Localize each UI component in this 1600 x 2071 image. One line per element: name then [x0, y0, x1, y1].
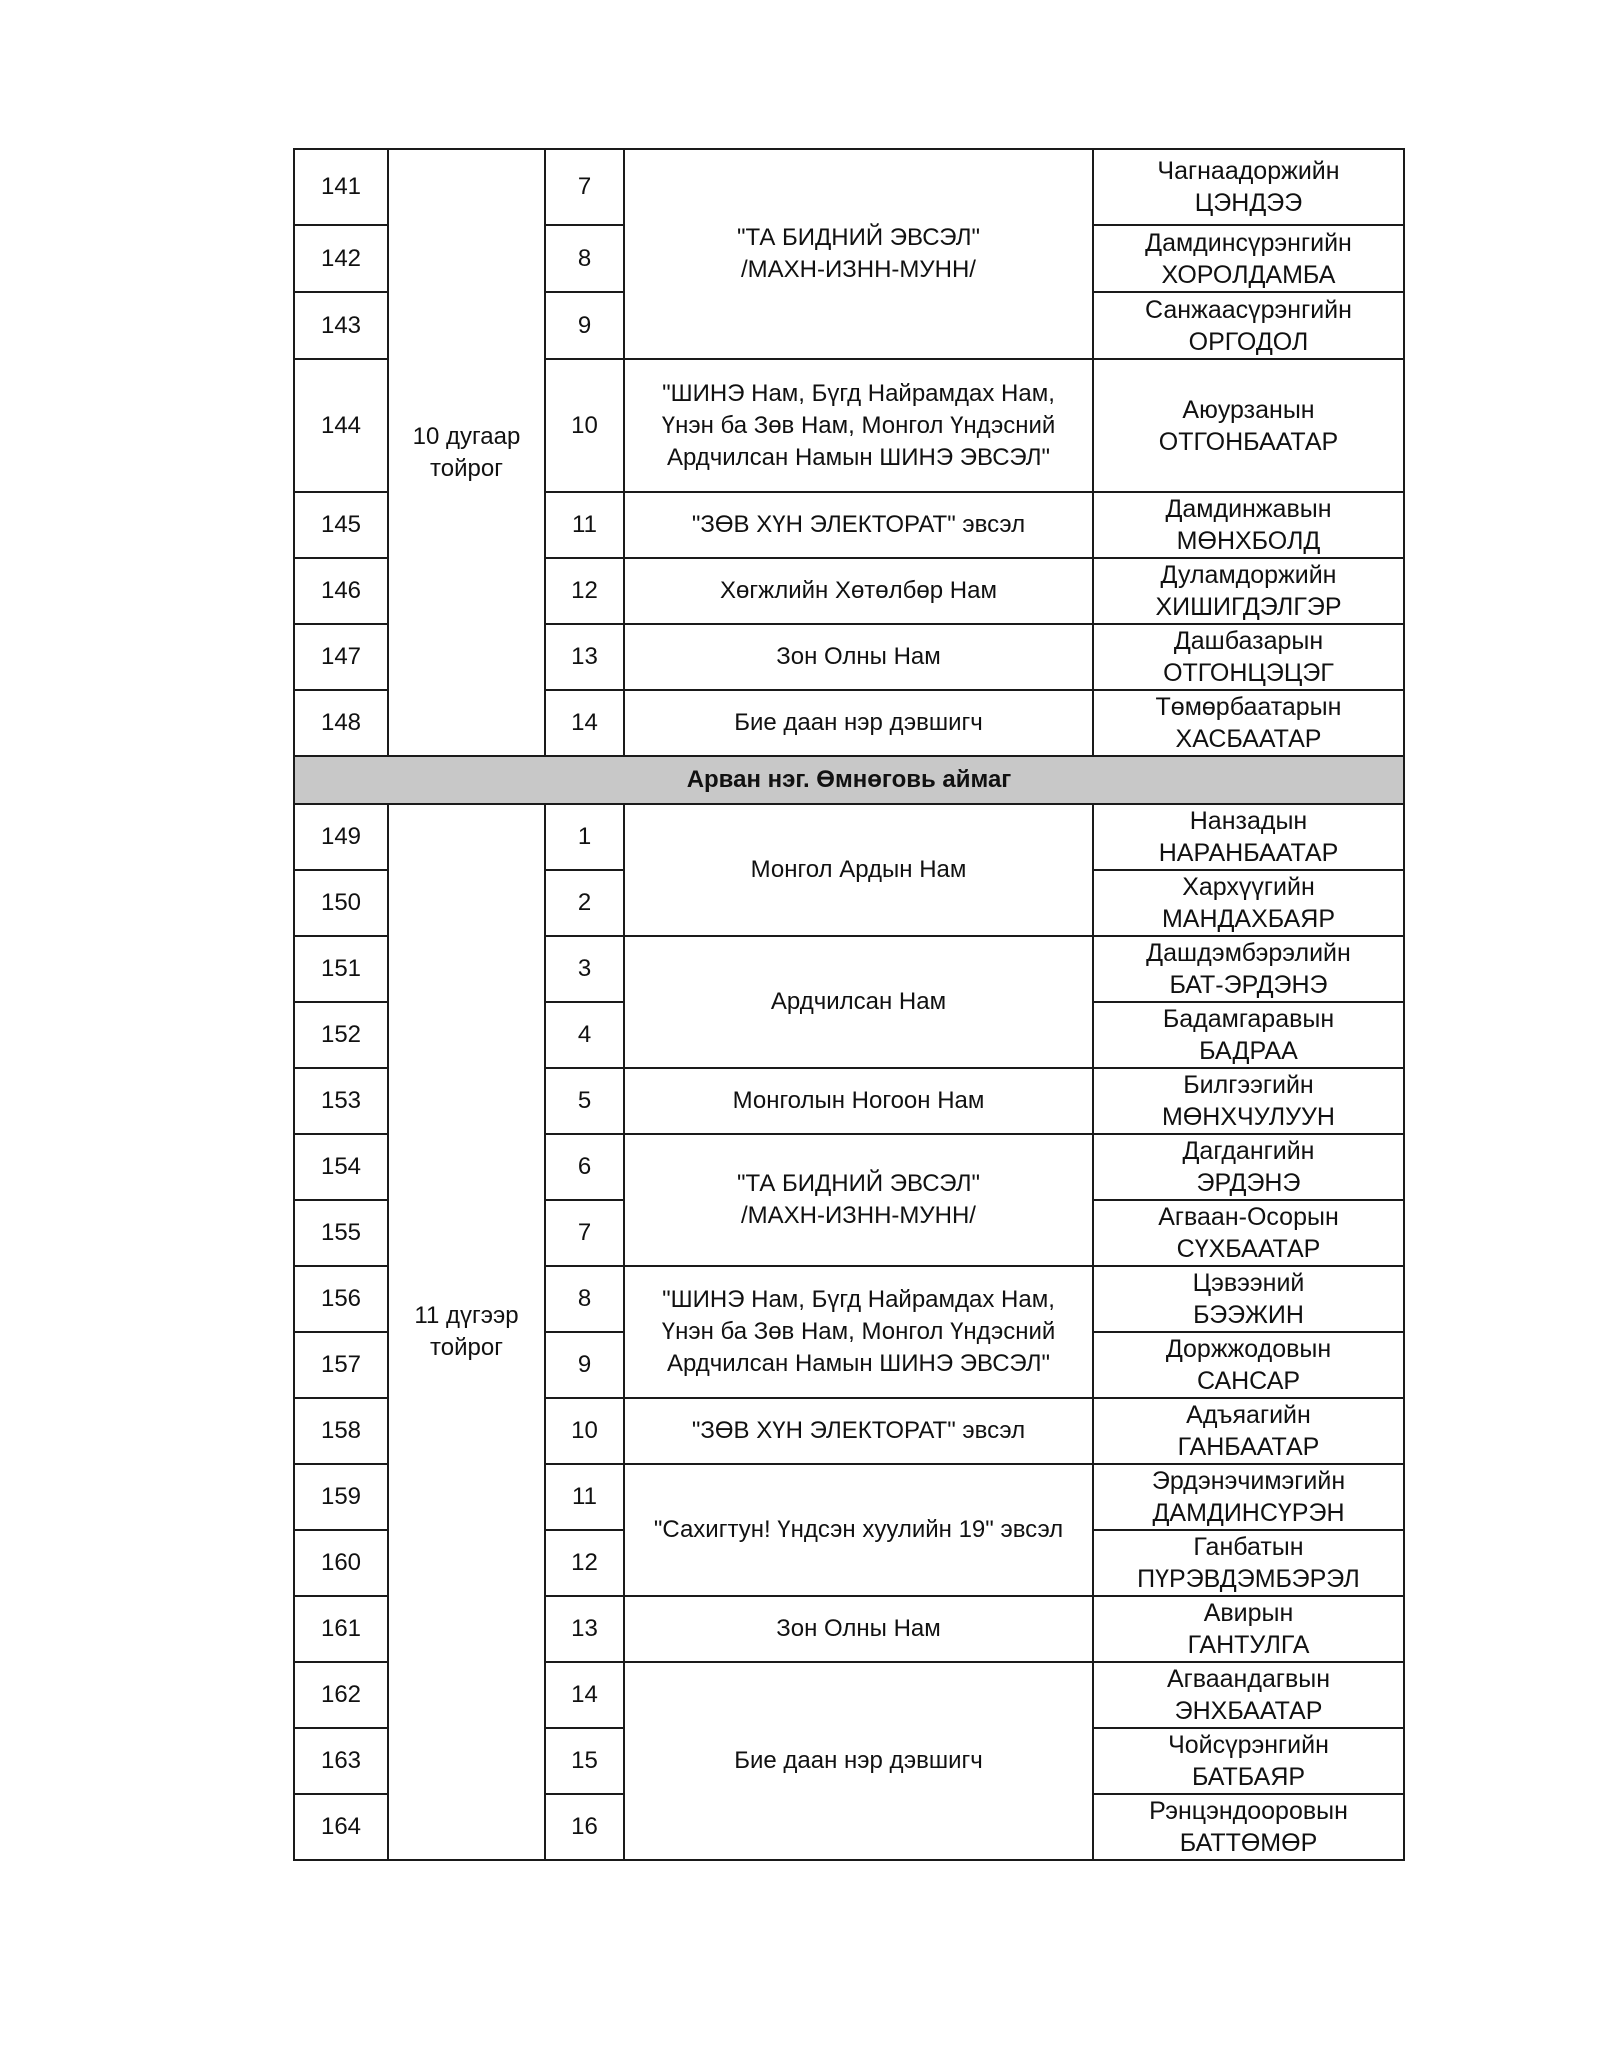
candidate-name: Адъяагийн ГАНБААТАР: [1093, 1398, 1404, 1464]
party-cell: Бие даан нэр дэвшигч: [624, 690, 1093, 756]
candidate-number: 8: [545, 225, 624, 292]
candidate-name: Эрдэнэчимэгийн ДАМДИНСҮРЭН: [1093, 1464, 1404, 1530]
candidate-number: 16: [545, 1794, 624, 1860]
candidate-name: Дашдэмбэрэлийн БАТ-ЭРДЭНЭ: [1093, 936, 1404, 1002]
candidate-name: Чагнаадоржийн ЦЭНДЭЭ: [1093, 149, 1404, 225]
candidate-name: Дамдинсүрэнгийн ХОРОЛДАМБА: [1093, 225, 1404, 292]
row-number: 160: [294, 1530, 388, 1596]
party-cell: "ЗӨВ ХҮН ЭЛЕКТОРАТ" эвсэл: [624, 492, 1093, 558]
row-number: 147: [294, 624, 388, 690]
district-cell: 11 дүгээр тойрог: [388, 804, 545, 1860]
party-cell: "ЗӨВ ХҮН ЭЛЕКТОРАТ" эвсэл: [624, 1398, 1093, 1464]
candidate-number: 15: [545, 1728, 624, 1794]
row-number: 142: [294, 225, 388, 292]
candidate-number: 12: [545, 558, 624, 624]
candidate-name: Дашбазарын ОТГОНЦЭЦЭГ: [1093, 624, 1404, 690]
row-number: 155: [294, 1200, 388, 1266]
candidate-name: Билгээгийн МӨНХЧУЛУУН: [1093, 1068, 1404, 1134]
row-number: 145: [294, 492, 388, 558]
candidate-name: Бадамгаравын БАДРАА: [1093, 1002, 1404, 1068]
row-number: 164: [294, 1794, 388, 1860]
table-row: [294, 804, 1404, 870]
party-cell: Монгол Ардын Нам: [624, 804, 1093, 936]
candidate-name: Нанзадын НАРАНБААТАР: [1093, 804, 1404, 870]
candidate-name: Төмөрбаатарын ХАСБААТАР: [1093, 690, 1404, 756]
candidate-number: 11: [545, 492, 624, 558]
candidate-number: 13: [545, 1596, 624, 1662]
candidate-name: Авирын ГАНТУЛГА: [1093, 1596, 1404, 1662]
candidate-name: Чойсүрэнгийн БАТБАЯР: [1093, 1728, 1404, 1794]
candidate-number: 3: [545, 936, 624, 1002]
row-number: 156: [294, 1266, 388, 1332]
row-number: 158: [294, 1398, 388, 1464]
party-cell: "ШИНЭ Нам, Бүгд Найрамдах Нам, Үнэн ба Зөв Нам, Монгол Үндэсний Ардчилсан Намын ШИНЭ ЭВСЭЛ": [624, 359, 1093, 492]
candidate-number: 7: [545, 1200, 624, 1266]
row-number: 151: [294, 936, 388, 1002]
candidate-number: 11: [545, 1464, 624, 1530]
row-number: 161: [294, 1596, 388, 1662]
candidate-name: Дамдинжавын МӨНХБОЛД: [1093, 492, 1404, 558]
party-cell: Зон Олны Нам: [624, 624, 1093, 690]
row-number: 163: [294, 1728, 388, 1794]
candidate-name: Дуламдоржийн ХИШИГДЭЛГЭР: [1093, 558, 1404, 624]
candidate-number: 13: [545, 624, 624, 690]
row-number: 152: [294, 1002, 388, 1068]
candidate-number: 14: [545, 1662, 624, 1728]
candidate-name: Доржжодовын САНСАР: [1093, 1332, 1404, 1398]
candidate-number: 9: [545, 1332, 624, 1398]
candidate-name: Ганбатын ПҮРЭВДЭМБЭРЭЛ: [1093, 1530, 1404, 1596]
row-number: 154: [294, 1134, 388, 1200]
row-number: 149: [294, 804, 388, 870]
party-cell: "ТА БИДНИЙ ЭВСЭЛ" /МАХН-ИЗНН-МУНН/: [624, 1134, 1093, 1266]
row-number: 141: [294, 149, 388, 225]
candidate-number: 2: [545, 870, 624, 936]
candidate-name: Агваан-Осорын СҮХБААТАР: [1093, 1200, 1404, 1266]
candidate-name: Цэвээний БЭЭЖИН: [1093, 1266, 1404, 1332]
row-number: 157: [294, 1332, 388, 1398]
candidate-number: 1: [545, 804, 624, 870]
row-number: 148: [294, 690, 388, 756]
row-number: 144: [294, 359, 388, 492]
candidate-number: 7: [545, 149, 624, 225]
candidate-name: Дагдангийн ЭРДЭНЭ: [1093, 1134, 1404, 1200]
candidate-number: 6: [545, 1134, 624, 1200]
candidate-number: 12: [545, 1530, 624, 1596]
section-title: Арван нэг. Өмнөговь аймаг: [294, 756, 1404, 804]
district-cell: 10 дугаар тойрог: [388, 149, 545, 756]
party-cell: Зон Олны Нам: [624, 1596, 1093, 1662]
party-cell: Бие даан нэр дэвшигч: [624, 1662, 1093, 1860]
party-cell: Хөгжлийн Хөтөлбөр Нам: [624, 558, 1093, 624]
row-number: 150: [294, 870, 388, 936]
row-number: 146: [294, 558, 388, 624]
candidates-table: [293, 148, 1405, 1861]
candidate-number: 4: [545, 1002, 624, 1068]
party-cell: "Сахигтун! Үндсэн хуулийн 19" эвсэл: [624, 1464, 1093, 1596]
candidate-name: Хархүүгийн МАНДАХБАЯР: [1093, 870, 1404, 936]
row-number: 143: [294, 292, 388, 359]
candidate-number: 10: [545, 1398, 624, 1464]
party-cell: Ардчилсан Нам: [624, 936, 1093, 1068]
party-cell: Монголын Ногоон Нам: [624, 1068, 1093, 1134]
candidate-number: 5: [545, 1068, 624, 1134]
party-cell: "ТА БИДНИЙ ЭВСЭЛ" /МАХН-ИЗНН-МУНН/: [624, 149, 1093, 359]
row-number: 153: [294, 1068, 388, 1134]
party-cell: "ШИНЭ Нам, Бүгд Найрамдах Нам, Үнэн ба Зөв Нам, Монгол Үндэсний Ардчилсан Намын ШИНЭ ЭВСЭЛ": [624, 1266, 1093, 1398]
row-number: 159: [294, 1464, 388, 1530]
section-header-row: [294, 756, 1404, 804]
candidate-name: Санжаасүрэнгийн ОРГОДОЛ: [1093, 292, 1404, 359]
row-number: 162: [294, 1662, 388, 1728]
table-row: [294, 149, 1404, 225]
candidate-name: Рэнцэндооровын БАТТӨМӨР: [1093, 1794, 1404, 1860]
candidate-number: 10: [545, 359, 624, 492]
candidate-number: 9: [545, 292, 624, 359]
candidate-name: Агваандагвын ЭНХБААТАР: [1093, 1662, 1404, 1728]
candidate-number: 14: [545, 690, 624, 756]
candidate-name: Аюурзанын ОТГОНБААТАР: [1093, 359, 1404, 492]
candidate-number: 8: [545, 1266, 624, 1332]
